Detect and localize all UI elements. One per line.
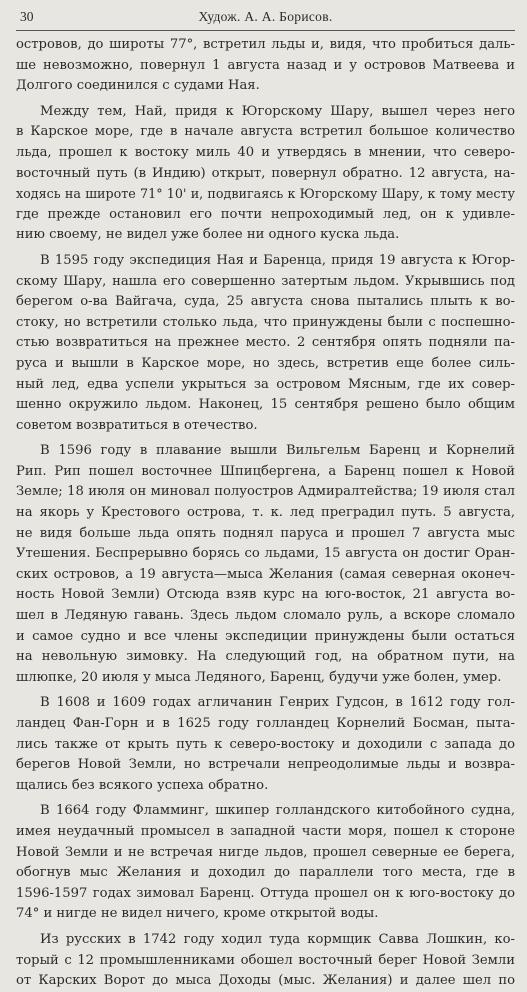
text-line: от Карских Ворот до мыса Доходы (мыс. Желания) и далее шел по: [16, 973, 515, 989]
text-line: ность Новой Земли) Отсюда взяв курс на юго-восток, 21 августа во-: [16, 587, 515, 603]
page-body-text: [16, 31, 515, 992]
text-line: шлюпке, 20 июля у мыса Ледяного, Баренц, будучи уже болен, умер.: [16, 669, 502, 685]
text-line: ландец Фан-Горн и в 1625 году голландец Корнелий Босман, пыта-: [16, 716, 515, 731]
text-line: и самое судно и все члены экспедиции принуждены были остаться: [16, 628, 515, 644]
text-line: не видя больше льда опять поднял паруса и прошел 7 августа мыс: [16, 525, 515, 541]
text-line: Между тем, Най, придя к Югорскому Шару, вышел через него: [40, 103, 515, 119]
text-line: ских островов, а 19 августа—мыса Желания (самая северная оконеч-: [16, 566, 515, 582]
text-line: В 1596 году в плавание вышли Вильгельм Баренц и Корнелий: [40, 443, 515, 459]
text-line: на якорь у Крестового острова, т. к. лед преградил путь. 5 августа,: [16, 505, 515, 521]
text-line: Новой Земли и не встречая нигде льдов, прошел северные ее берега,: [16, 844, 515, 860]
text-line: ше невозможно, повернул 1 августа назад и у островов Матвеева и: [16, 57, 515, 73]
text-line: имея неудачный промысел в западной части моря, пошел к стороне: [16, 823, 515, 839]
text-line: берегов Новой Земли, но встречали непреодолимые льды и возвра-: [16, 757, 515, 773]
text-line: Утешения. Беспрерывно борясь со льдами, 15 августа он достиг Оран-: [16, 546, 515, 562]
running-title: Худож. А. А. Борисов.: [198, 9, 333, 24]
text-line: стью возвратиться на прежнее место. 2 сентября опять подняли па-: [16, 335, 515, 351]
text-line: 1596-1597 годах зимовал Баренц. Оттуда прошел он к юго-востоку до: [16, 885, 515, 901]
text-line: стоку, но встретили столько льда, что принуждены были с поспешно-: [16, 314, 515, 330]
text-line: в Карское море, где в начале августа встретил большое количество: [16, 124, 515, 140]
text-line: В 1664 году Фламминг, шкипер голландского китобойного судна,: [40, 803, 515, 819]
text-line: щались без всякого успеха обратно.: [16, 777, 269, 793]
paragraph: [16, 441, 515, 688]
text-line: скому Шару, нашла его совершенно затертым льдом. Укрывшись под: [16, 273, 515, 289]
text-line: руса и вышли в Карское море, но здесь, встретив еще более силь-: [16, 355, 515, 371]
text-line: Земле; 18 июля он миновал полуостров Адмиралтейства; 19 июля стал: [16, 484, 515, 500]
text-line: где прежде остановил его почти непроходимый лед, он к удивле-: [16, 206, 515, 222]
text-line: В 1595 году экспедиция Ная и Баренца, придя 19 августа к Югор-: [40, 252, 515, 268]
text-line: Из русских в 1742 году ходил туда кормщик Савва Лошкин, ко-: [40, 931, 515, 947]
text-line: ный лед, едва успели укрыться за островом Мясным, где их совер-: [16, 376, 515, 392]
page-header: [16, 0, 515, 31]
paragraph: [16, 693, 515, 796]
text-line: островов, до широты 77°, встретил льды и, видя, что пробиться даль-: [16, 37, 515, 52]
text-line: Долгого соединился с судами Ная.: [16, 78, 260, 94]
text-line: шенно окружило льдом. Наконец, 15 сентября решено было общим: [16, 397, 515, 413]
text-line: ходясь на широте 71° 10' и, подвигаясь к Югорскому Шару, к тому месту: [16, 186, 515, 202]
text-line: торый с 12 промышленниками обошел восточный берег Новой Земли: [16, 952, 515, 968]
text-line: на невольную зимовку. На следующий год, на обратном пути, на: [16, 649, 515, 665]
paragraph: [16, 801, 515, 925]
page-number: 30: [20, 9, 34, 24]
paragraph: [16, 35, 515, 97]
paragraph: [16, 102, 515, 246]
text-line: В 1608 и 1609 годах агличанин Генрих Гудсон, в 1612 году гол-: [40, 695, 515, 711]
text-line: советом возвратиться в отечество.: [16, 417, 258, 433]
text-line: восточный путь (в Индию) открыт, повернул обратно. 12 августа, на-: [16, 165, 515, 181]
text-line: шел в Ледяную гавань. Здесь льдом сломало руль, а вскоре сломало: [16, 608, 515, 624]
text-line: льда, прошел к востоку миль 40 и утвердясь в мнении, что северо-: [16, 144, 515, 160]
text-line: берегом о-ва Вайгача, суда, 25 августа снова пытались плыть к во-: [16, 294, 515, 310]
text-line: Рип. Рип пошел восточнее Шпицбергена, а Баренц пошел к Новой: [16, 463, 515, 479]
text-line: 74° и нигде не видел ничего, кроме открытой воды.: [16, 906, 379, 922]
text-line: обогнув мыс Желания и доходил до параллели того места, где в: [16, 865, 515, 881]
paragraph: [16, 930, 515, 992]
text-line: нию своему, не видел уже более ни одного куска льда.: [16, 227, 400, 243]
paragraph: [16, 251, 515, 436]
text-line: лись также от крыть путь к северо-востоку и доходили с запада до: [16, 736, 515, 752]
